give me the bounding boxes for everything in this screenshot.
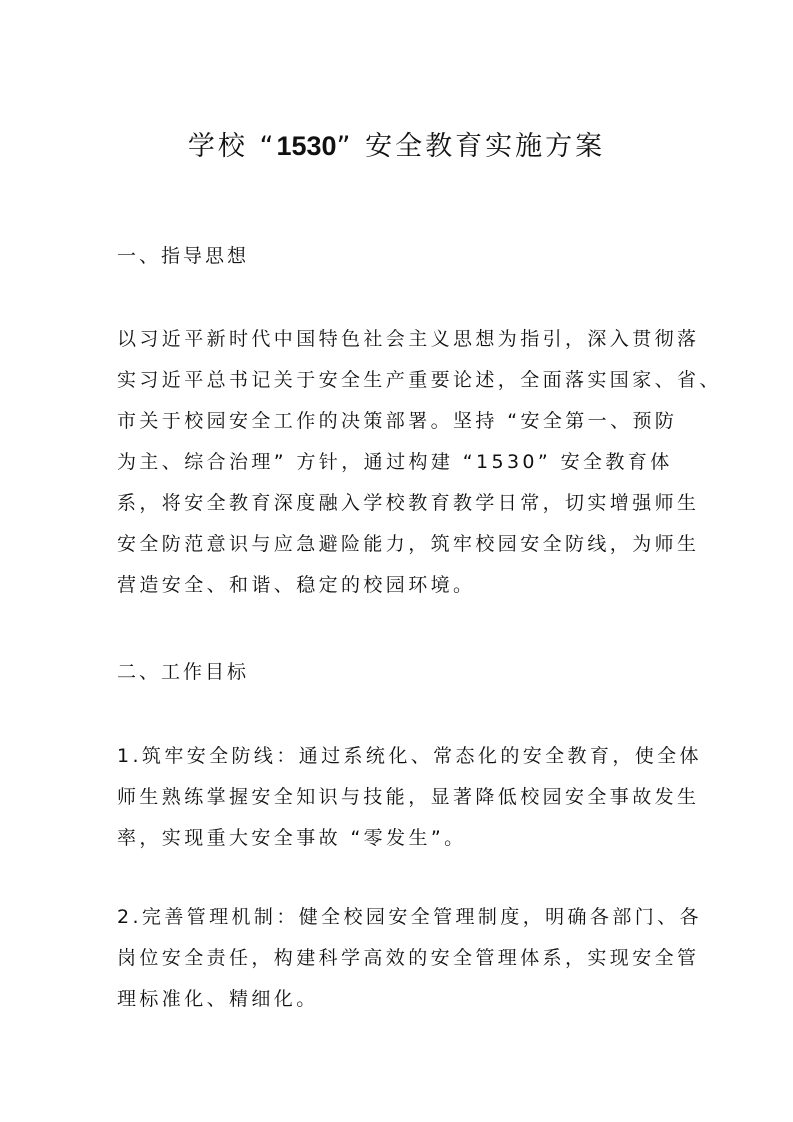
goal-item-2 (117, 897, 702, 1020)
paragraph-line: 市关于校园安全工作的决策部署。坚持 “安全第一、预防 (117, 410, 678, 432)
goal-item-1 (117, 736, 702, 859)
paragraph-line: 为主、综合治理” 方针，通过构建 “1530” 安全教育体 (117, 451, 673, 473)
goal-line: 1.筑牢安全防线：通过系统化、常态化的安全教育，使全体 (117, 745, 702, 767)
section-heading-guiding-ideology: 一、指导思想 (117, 245, 250, 267)
title-suffix: ” 安全教育实施方案 (336, 131, 606, 162)
paragraph-line: 系，将安全教育深度融入学校教育教学日常，切实增强师生 (117, 492, 700, 514)
paragraph-line: 营造安全、和谐、稳定的校园环境。 (117, 574, 476, 596)
goal-line: 理标准化、精细化。 (117, 988, 319, 1010)
title-prefix: 学校 “ (187, 131, 277, 162)
guiding-ideology-paragraph (117, 319, 722, 606)
paragraph-line: 实习近平总书记关于安全生产重要论述，全面落实国家、省、 (117, 369, 722, 391)
goal-line: 2.完善管理机制：健全校园安全管理制度，明确各部门、各 (117, 906, 702, 928)
title-number: 1530 (276, 131, 337, 161)
goal-line: 率，实现重大安全事故 “零发生”。 (117, 827, 467, 849)
goal-line: 岗位安全责任，构建科学高效的安全管理体系，实现安全管 (117, 947, 700, 969)
goal-line: 师生熟练掌握安全知识与技能，显著降低校园安全事故发生 (117, 786, 700, 808)
paragraph-line: 以习近平新时代中国特色社会主义思想为指引，深入贯彻落 (117, 328, 700, 350)
section-heading-work-goals: 二、工作目标 (117, 661, 250, 683)
document-title (0, 124, 793, 169)
paragraph-line: 安全防范意识与应急避险能力，筑牢校园安全防线，为师生 (117, 533, 700, 555)
